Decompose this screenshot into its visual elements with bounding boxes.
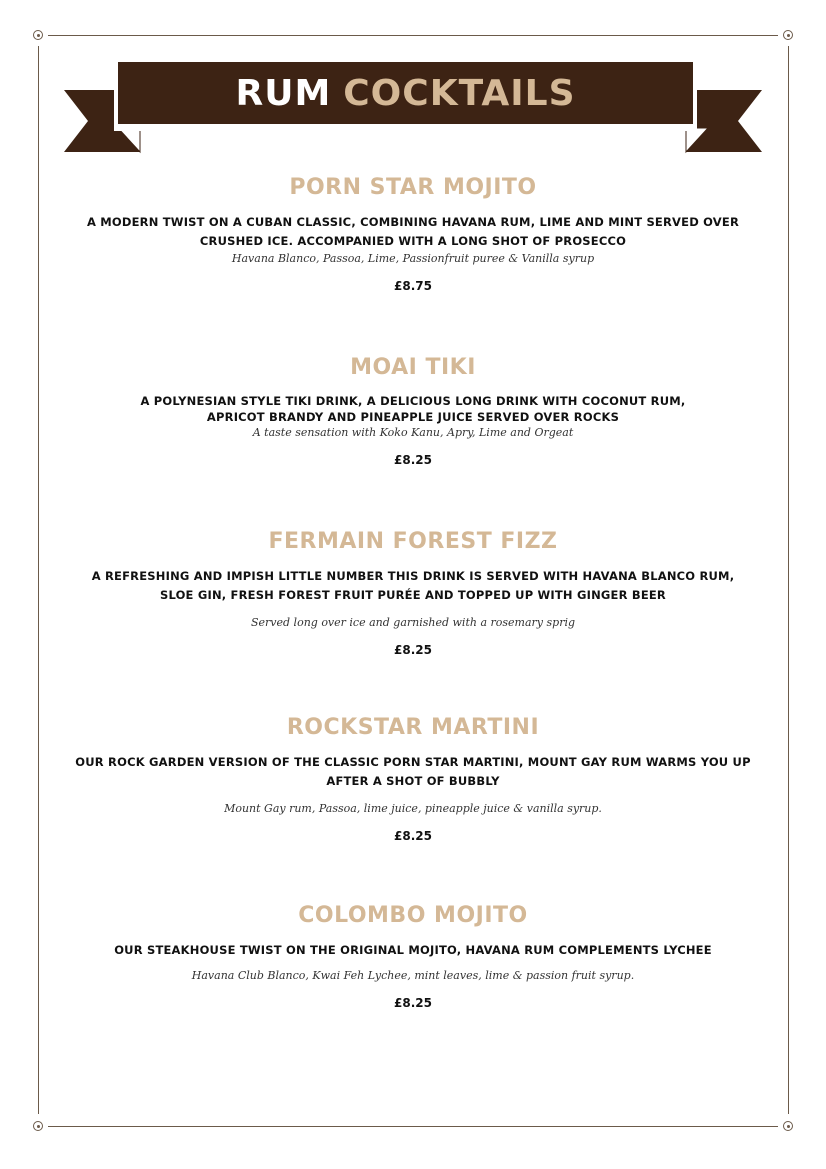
item-ingredients: A taste sensation with Koko Kanu, Apry, Lime and Orgeat (252, 426, 574, 439)
frame-left-line (38, 46, 39, 1114)
item-description-line: A REFRESHING AND IMPISH LITTLE NUMBER THIS DRINK IS SERVED WITH HAVANA BLANCO RUM, (91, 569, 735, 583)
title-word-cocktails: COCKTAILS (343, 72, 576, 114)
item-price: £8.25 (394, 829, 432, 843)
item-description-line: CRUSHED ICE. ACCOMPANIED WITH A LONG SHOT OF PROSECCO (199, 234, 627, 248)
item-name: MOAI TIKI (350, 355, 476, 380)
item-description-line: OUR STEAKHOUSE TWIST ON THE ORIGINAL MOJITO, HAVANA RUM COMPLEMENTS LYCHEE (114, 943, 712, 957)
menu-item (60, 529, 766, 657)
frame-right-line (788, 46, 789, 1114)
item-description-line: A POLYNESIAN STYLE TIKI DRINK, A DELICIOUS LONG DRINK WITH COCONUT RUM, (140, 394, 686, 408)
menu-item (60, 355, 766, 467)
item-name: COLOMBO MOJITO (298, 903, 528, 928)
item-ingredients: Havana Blanco, Passoa, Lime, Passionfruit puree & Vanilla syrup (231, 252, 595, 265)
page-title (118, 62, 693, 124)
title-word-rum: RUM (235, 72, 332, 114)
item-ingredients: Mount Gay rum, Passoa, lime juice, pineapple juice & vanilla syrup. (224, 802, 602, 815)
item-description-line: SLOE GIN, FRESH FOREST FRUIT PURÉE AND TOPPED UP WITH GINGER BEER (159, 588, 666, 602)
corner-ornament-icon (33, 30, 43, 40)
item-description-line: APRICOT BRANDY AND PINEAPPLE JUICE SERVED OVER ROCKS (206, 410, 620, 424)
item-price: £8.25 (394, 996, 432, 1010)
item-price: £8.25 (394, 643, 432, 657)
item-name: PORN STAR MOJITO (289, 175, 537, 200)
frame-top-line (48, 35, 778, 36)
item-description-line: OUR ROCK GARDEN VERSION OF THE CLASSIC PORN STAR MARTINI, MOUNT GAY RUM WARMS YOU UP (75, 755, 751, 769)
menu-item (60, 903, 766, 1010)
item-ingredients: Havana Club Blanco, Kwai Feh Lychee, mint leaves, lime & passion fruit syrup. (191, 969, 635, 982)
item-name: FERMAIN FOREST FIZZ (268, 529, 558, 554)
item-description-line: A MODERN TWIST ON A CUBAN CLASSIC, COMBINING HAVANA RUM, LIME AND MINT SERVED OVER (86, 215, 740, 229)
frame-bottom-line (48, 1126, 778, 1127)
item-price: £8.25 (394, 453, 432, 467)
corner-ornament-icon (783, 30, 793, 40)
corner-ornament-icon (33, 1121, 43, 1131)
menu-item (60, 175, 766, 293)
item-name: ROCKSTAR MARTINI (286, 715, 540, 740)
item-ingredients: Served long over ice and garnished with a rosemary sprig (250, 616, 576, 629)
menu-item (60, 715, 766, 843)
item-price: £8.75 (394, 279, 432, 293)
corner-ornament-icon (783, 1121, 793, 1131)
item-description-line: AFTER A SHOT OF BUBBLY (326, 774, 500, 788)
